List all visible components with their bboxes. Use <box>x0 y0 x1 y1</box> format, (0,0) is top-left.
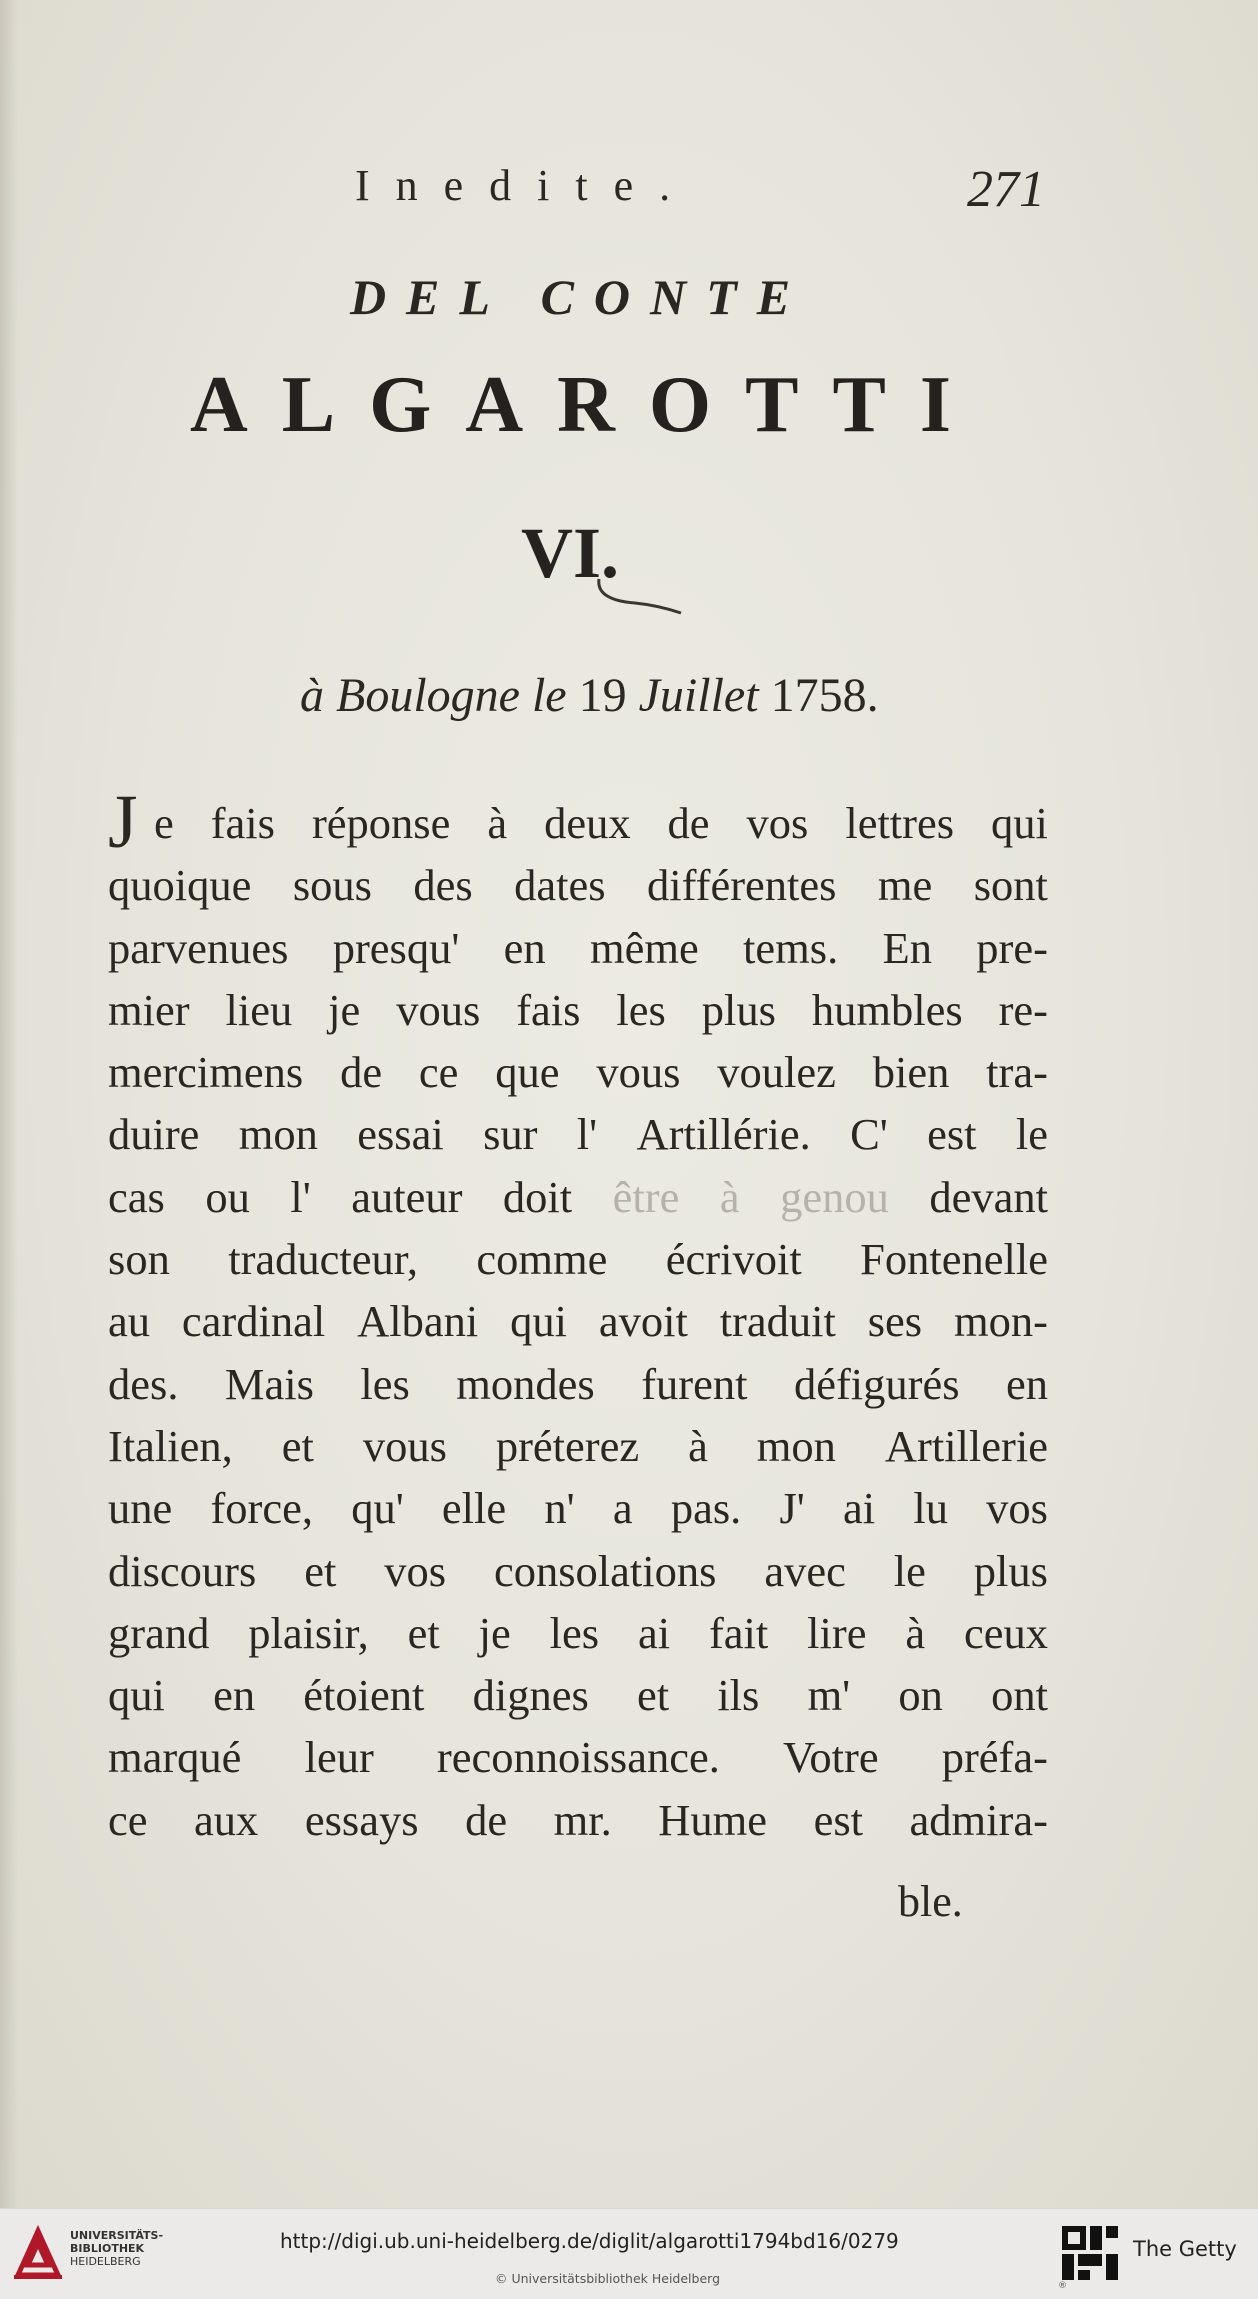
letter-word: deux <box>544 798 631 848</box>
letter-word: J' <box>779 1483 805 1534</box>
letter-word: ils <box>717 1670 760 1721</box>
dateline-year: 1758. <box>770 669 879 722</box>
letter-word: qui <box>991 798 1048 848</box>
letter-word: force, <box>210 1483 313 1534</box>
letter-word: ce <box>108 1794 148 1845</box>
letter-word: Fontenelle <box>860 1234 1048 1285</box>
letter-word: quoique <box>108 860 252 911</box>
letter-word: et <box>281 1420 314 1471</box>
letter-word: me <box>877 860 933 911</box>
letter-word: lire <box>807 1607 867 1658</box>
letter-word: Votre <box>783 1732 879 1783</box>
letter-word: tems. <box>743 922 839 973</box>
library-name <box>70 2229 163 2268</box>
letter-word: mon <box>756 1420 836 1471</box>
letter-word: C' <box>850 1109 888 1160</box>
letter-word: l' <box>576 1109 598 1160</box>
letter-word: comme <box>476 1234 608 1285</box>
letter-word: écrivoit <box>665 1234 802 1285</box>
letter-word: leur <box>304 1732 374 1783</box>
letter-word: consolations <box>493 1545 717 1596</box>
letter-word: on <box>898 1670 943 1721</box>
letter-line <box>108 917 1048 979</box>
letter-word: lettres <box>845 798 955 848</box>
letter-line <box>108 979 1048 1041</box>
letter-word: des <box>413 860 473 911</box>
letter-word: préterez <box>495 1420 640 1471</box>
letter-word: en <box>503 922 546 973</box>
letter-word: est <box>927 1109 977 1160</box>
letter-word: ses <box>867 1296 923 1347</box>
letter-word: lieu <box>225 984 293 1035</box>
letter-word: presqu' <box>332 922 460 973</box>
letter-word: voulez <box>717 1047 836 1098</box>
letter-word: mr. <box>553 1794 612 1845</box>
letter-word: lu <box>913 1483 948 1534</box>
running-head <box>355 160 1045 220</box>
letter-word: des. <box>108 1358 179 1409</box>
letter-line <box>108 1166 1048 1228</box>
letter-word: mon <box>238 1109 318 1160</box>
letter-word: elle <box>441 1483 507 1534</box>
letter-word: duire <box>108 1109 200 1160</box>
letter-word: les <box>549 1607 600 1658</box>
letter-word: en <box>213 1670 256 1721</box>
letter-word: et <box>407 1607 440 1658</box>
registered-mark: ® <box>1058 2281 1067 2291</box>
letter-word: essays <box>304 1794 419 1845</box>
library-name-line-1: UNIVERSITÄTS- <box>70 2229 164 2242</box>
letter-word: ai <box>637 1607 671 1658</box>
letter-body <box>108 780 1048 1851</box>
letter-word: ai <box>843 1483 876 1534</box>
letter-word: Albani <box>357 1296 479 1347</box>
letter-word: essai <box>357 1109 444 1160</box>
letter-word: dates <box>514 860 606 911</box>
letter-word: doit <box>502 1171 573 1222</box>
letter-word: même <box>590 922 699 973</box>
letter-word: qui <box>510 1296 567 1347</box>
letter-word: discours <box>108 1545 257 1596</box>
letter-word: genou <box>780 1171 889 1222</box>
letter-word: En <box>882 922 932 973</box>
letter-word: étoient <box>303 1670 425 1721</box>
letter-line <box>108 1353 1048 1415</box>
letter-word: m' <box>807 1670 851 1721</box>
getty-logo-icon <box>1060 2224 1120 2282</box>
partner-name: The Getty <box>1133 2237 1237 2261</box>
letter-word: de <box>465 1794 508 1845</box>
letter-word: vos <box>384 1545 447 1596</box>
letter-line <box>108 1103 1048 1165</box>
letter-word: devant <box>929 1171 1048 1222</box>
copyright-notice: © Universitätsbibliothek Heidelberg <box>495 2271 721 2286</box>
letter-word: que <box>495 1047 560 1098</box>
letter-word: sur <box>483 1109 538 1160</box>
letter-word: je <box>328 984 361 1035</box>
letter-word: être <box>612 1171 680 1222</box>
letter-word: vous <box>362 1420 447 1471</box>
letter-word: défigurés <box>793 1358 960 1409</box>
letter-word: une <box>108 1483 173 1534</box>
letter-word: et <box>636 1670 670 1721</box>
letter-word: mercimens <box>108 1047 304 1098</box>
letter-word: sont <box>973 860 1048 911</box>
letter-word: à <box>688 1420 708 1471</box>
letter-word: vos <box>986 1483 1048 1534</box>
dateline-day: 19 <box>578 669 627 722</box>
letter-word: je <box>478 1607 511 1658</box>
letter-word: Hume <box>658 1794 768 1845</box>
letter-word: à <box>487 798 508 848</box>
letter-line <box>108 1664 1048 1726</box>
letter-word: pre- <box>976 922 1048 973</box>
letter-word: mier <box>108 984 190 1035</box>
letter-line <box>108 1726 1048 1788</box>
letter-word: le <box>893 1545 926 1596</box>
letter-word: re- <box>998 984 1048 1035</box>
letter-word: vous <box>396 984 481 1035</box>
university-library-logo-icon <box>12 2225 64 2281</box>
letter-line <box>108 1789 1048 1851</box>
letter-word: qui <box>108 1670 165 1721</box>
letter-word: ce <box>418 1047 459 1098</box>
letter-word: fais <box>516 984 581 1035</box>
letter-word: le <box>1015 1109 1048 1160</box>
letter-word: au <box>108 1296 151 1347</box>
letter-line <box>108 854 1048 916</box>
letter-word: admira- <box>909 1794 1048 1845</box>
letter-word: bien <box>872 1047 950 1098</box>
letter-word: les <box>360 1358 410 1409</box>
letter-word: n' <box>544 1483 575 1534</box>
letter-word: parvenues <box>108 922 289 973</box>
letter-word: les <box>616 984 666 1035</box>
letter-word: vous <box>596 1047 681 1098</box>
letter-line <box>108 1290 1048 1352</box>
letter-word: reconnoissance. <box>436 1732 720 1783</box>
letter-word: humbles <box>811 984 963 1035</box>
pen-stroke-mark <box>595 575 685 615</box>
letter-word: tra- <box>986 1047 1048 1098</box>
letter-word: son <box>108 1234 170 1285</box>
letter-word: fais <box>210 798 275 848</box>
letter-word: pas. <box>670 1483 742 1534</box>
heading-del-conte: DEL CONTE <box>349 269 811 325</box>
letter-word: furent <box>641 1358 748 1409</box>
letter-word: l' <box>290 1171 311 1222</box>
letter-word: qu' <box>351 1483 404 1534</box>
letter-word: plus <box>973 1545 1048 1596</box>
letter-word: avoit <box>598 1296 688 1347</box>
catchword: ble. <box>898 1877 963 1926</box>
letter-word: de <box>667 798 710 848</box>
letter-word: a <box>612 1483 633 1534</box>
letter-word: aux <box>194 1794 259 1845</box>
letter-word: Artillerie <box>884 1420 1048 1471</box>
letter-word: e <box>154 798 174 848</box>
letter-word: ou <box>205 1171 250 1222</box>
letter-word: en <box>1005 1358 1048 1409</box>
letter-line <box>108 1602 1048 1664</box>
drop-initial: J <box>108 780 138 864</box>
letter-number: VI. <box>520 513 619 593</box>
letter-word: ceux <box>963 1607 1048 1658</box>
dateline-month: Juillet <box>638 669 759 722</box>
heading-author-name: ALGAROTTI <box>190 361 985 449</box>
dateline <box>300 668 1020 723</box>
page-number: 271 <box>967 161 1045 218</box>
letter-word: avec <box>764 1545 846 1596</box>
footer-bar <box>0 2208 1258 2299</box>
letter-word: préfa- <box>941 1732 1048 1783</box>
letter-word: Artillérie. <box>636 1109 811 1160</box>
letter-word: est <box>813 1794 864 1845</box>
letter-word: mondes <box>456 1358 595 1409</box>
letter-word: de <box>340 1047 383 1098</box>
letter-word: grand <box>108 1607 210 1658</box>
letter-word: Mais <box>224 1358 314 1409</box>
letter-word: plus <box>701 984 776 1035</box>
letter-word: mon- <box>954 1296 1048 1347</box>
letter-word: traducteur, <box>228 1234 418 1285</box>
letter-line <box>108 780 1048 864</box>
letter-word: Italien, <box>108 1420 233 1471</box>
letter-line <box>108 1415 1048 1477</box>
letter-word: ont <box>991 1670 1048 1721</box>
letter-word: sous <box>292 860 372 911</box>
library-name-line-3: HEIDELBERG <box>70 2255 141 2268</box>
dateline-place: à Boulogne le <box>300 669 567 722</box>
letter-word: marqué <box>108 1732 242 1783</box>
letter-word: cardinal <box>181 1296 326 1347</box>
letter-word: dignes <box>472 1670 589 1721</box>
letter-word: auteur <box>351 1171 463 1222</box>
letter-word: à <box>719 1171 740 1222</box>
library-name-line-2: BIBLIOTHEK <box>70 2242 145 2255</box>
letter-line <box>108 1228 1048 1290</box>
letter-word: plaisir, <box>248 1607 369 1658</box>
letter-line <box>108 1540 1048 1602</box>
letter-word: traduit <box>719 1296 836 1347</box>
letter-word: différentes <box>647 860 837 911</box>
letter-word: et <box>304 1545 337 1596</box>
letter-word: réponse <box>311 798 451 848</box>
letter-word: à <box>905 1607 926 1658</box>
running-title: Inedite. <box>355 161 697 210</box>
permalink-url[interactable]: http://digi.ub.uni-heidelberg.de/diglit/algarotti1794bd16/0279 <box>280 2229 899 2253</box>
letter-word: vos <box>746 798 809 848</box>
letter-line <box>108 1041 1048 1103</box>
letter-line <box>108 1477 1048 1539</box>
letter-word: cas <box>108 1171 165 1222</box>
letter-word: fait <box>708 1607 769 1658</box>
